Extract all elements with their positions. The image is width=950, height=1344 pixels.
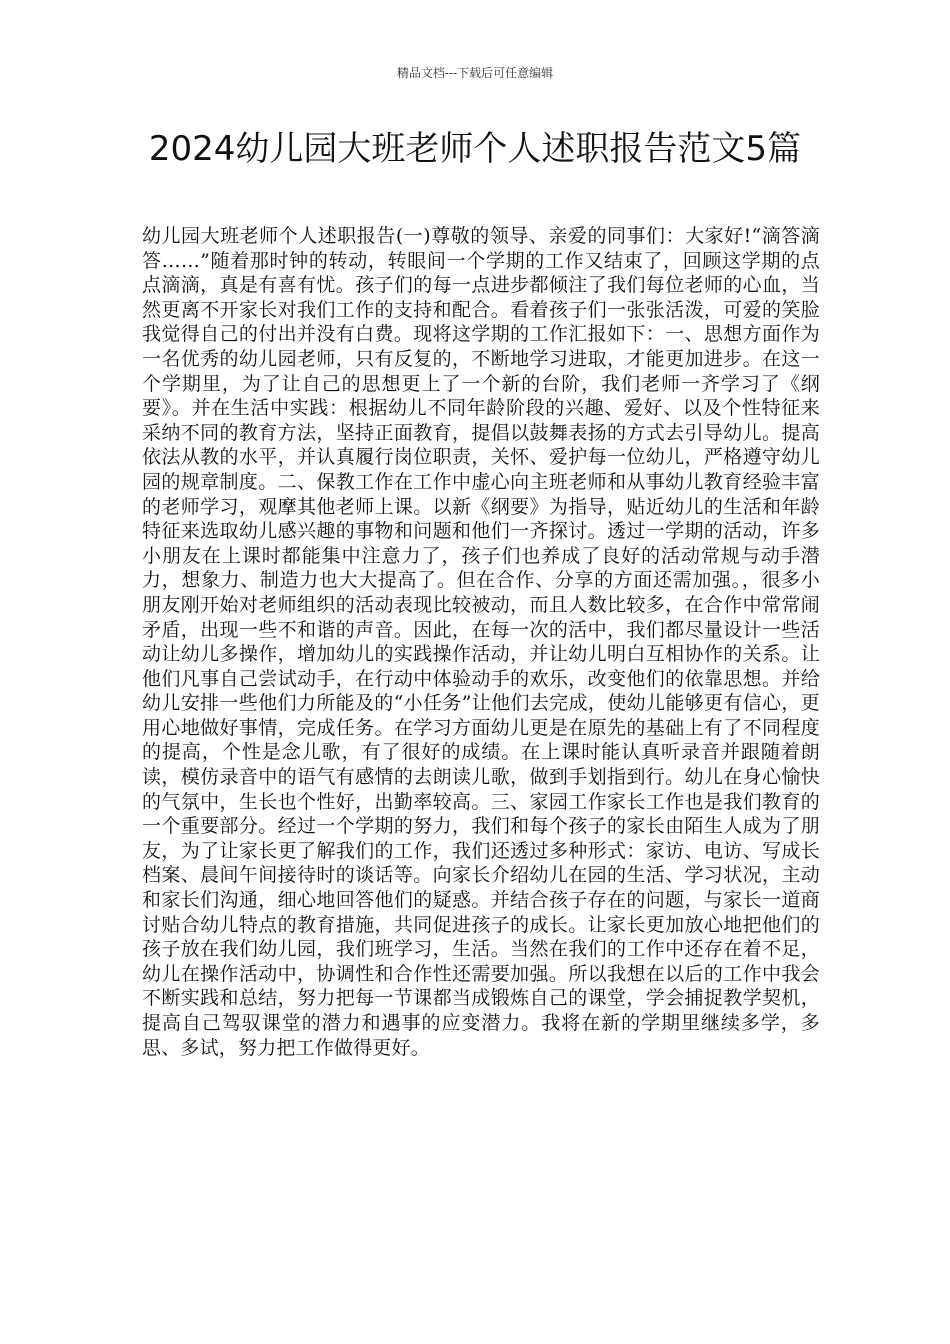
- page-header: 精品文档---下载后可任意编辑: [396, 66, 554, 80]
- document-title: 2024幼儿园大班老师个人述职报告范文5篇: [148, 129, 802, 169]
- document-body: 幼儿园大班老师个人述职报告(一)尊敬的领导、亲爱的同事们：大家好!“滴答滴答……”随着那时钟的转动，转眼间一个学期的工作又结束了，回顾这学期的点点滴滴，真是有喜有忧。孩子们的每一点进步都倾注了我们每位老师的心血，当然更离不开家长对我们工作的支持和配合。看着孩子们一张张活泼，可爱的笑脸我觉得自己的付出并没有白费。现将这学期的工作汇报如下：一、思想方面作为一名优秀的幼儿园老师，只有反复的，不断地学习进取，才能更加进步。在这一个学期里，为了让自己的思想更上了一个新的台阶，我们老师一齐学习了《纲要》。并在生活中实践：根据幼儿不同年龄阶段的兴趣、爱好、以及个性特征来采纳不同的教育方法，坚持正面教育，提倡以鼓舞表扬的方式去引导幼儿。提高依法从教的水平，并认真履行岗位职责，关怀、爱护每一位幼儿，严格遵守幼儿园的规章制度。二、保教工作在工作中虚心向主班老师和从事幼儿教育经验丰富的老师学习，观摩其他老师上课。以新《纲要》为指导，贴近幼儿的生活和年龄特征来选取幼儿感兴趣的事物和问题和他们一齐探讨。透过一学期的活动，许多小朋友在上课时都能集中注意力了，孩子们也养成了良好的活动常规与动手潜力，想象力、制造力也大大提高了。但在合作、分享的方面还需加强。，很多小朋友刚开始对老师组织的活动表现比较被动，而且人数比较多，在合作中常常闹矛盾，出现一些不和谐的声音。因此，在每一次的活中，我们都尽量设计一些活动让幼儿多操作，增加幼儿的实践操作活动，并让幼儿明白互相协作的关系。让他们凡事自己尝试动手，在行动中体验动手的欢乐，改变他们的依靠思想。并给幼儿安排一些他们力所能及的“小任务”让他们去完成，使幼儿能够更有信心，更用心地做好事情，完成任务。在学习方面幼儿更是在原先的基础上有了不同程度的提高，个性是念儿歌，有了很好的成绩。在上课时能认真听录音并跟随着朗读，模仿录音中的语气有感情的去朗读儿歌，做到手划指到行。幼儿在身心愉快的气氛中，生长也个性好，出勤率较高。三、家园工作家长工作也是我们教育的一个重要部分。经过一个学期的努力，我们和每个孩子的家长由陌生人成为了朋友，为了让家长更了解我们的工作，我们还透过多种形式：家访、电访、写成长档案、晨间午间接待时的谈话等。向家长介绍幼儿在园的生活、学习状况，主动和家长们沟通，细心地回答他们的疑惑。并结合孩子存在的问题，与家长一道商讨贴合幼儿特点的教育措施，共同促进孩子的成长。让家长更加放心地把他们的孩子放在我们幼儿园，我们班学习，生活。当然在我们的工作中还存在着不足，幼儿在操作活动中，协调性和合作性还需要加强。所以我想在以后的工作中我会不断实践和总结，努力把每一节课都当成锻炼自己的课堂，学会捕捉教学契机，提高自己驾驭课堂的潜力和遇事的应变潜力。我将在新的学期里继续多学，多思、多试，努力把工作做得更好。: [142, 225, 820, 1059]
